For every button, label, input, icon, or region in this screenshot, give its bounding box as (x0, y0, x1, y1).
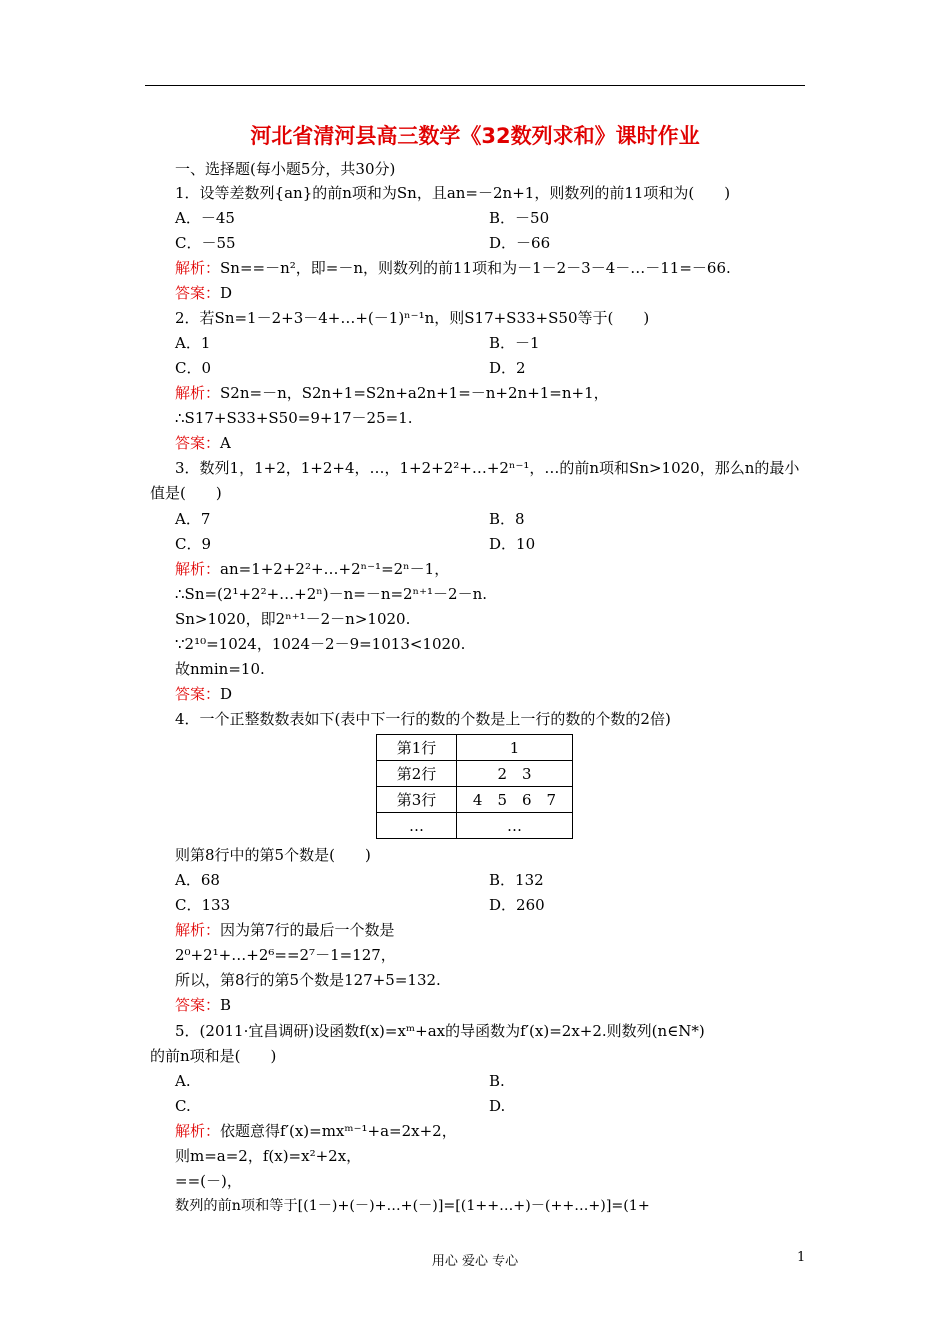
q5-stem: 5．(2011·宜昌调研)设函数f(x)=xᵐ+ax的导函数为f′(x)=2x+2.则数列(n∈N*) (175, 1022, 705, 1040)
page-footer: 用心 爱心 专心 (431, 1254, 519, 1269)
table-cell: 1 (457, 735, 573, 761)
answer-label: 答案： (175, 284, 221, 302)
q5-stem-line2: 的前n项和是( ) (150, 1047, 277, 1065)
q5-solution-line4: 数列的前n项和等于[(1－)+(－)+…+(－)]=[(1++…+)－(++…+)]=(1+ (175, 1198, 650, 1214)
table-cell: 2 3 (457, 761, 573, 787)
q3-solution (175, 558, 449, 580)
q2-solution (175, 382, 609, 404)
q3-solution-line2: ∴Sn=(2¹+2²+…+2ⁿ)－n=－n=2ⁿ⁺¹－2－n. (175, 585, 487, 603)
q4-stem: 4．一个正整数数表如下(表中下一行的数的个数是上一行的数的个数的2倍) (175, 710, 671, 728)
q1-stem: 1．设等差数列{an}的前n项和为Sn，且an=－2n+1，则数列的前11项和为( ) (175, 184, 731, 202)
table-cell: … (457, 813, 573, 839)
q1-option-a: A．－45 (175, 209, 235, 227)
answer-value: D (220, 284, 233, 302)
q5-option-b: B. (489, 1072, 505, 1090)
q3-stem: 3．数列1，1+2，1+2+4，…，1+2+2²+…+2ⁿ⁻¹，…的前n项和Sn>1020，那么n的最小 (175, 459, 800, 477)
number-table (376, 734, 573, 839)
answer-value: D (220, 685, 233, 703)
q1-option-b: B．－50 (489, 209, 550, 227)
q3-solution-line5: 故nmin=10. (175, 660, 265, 678)
solution-label: 解析： (175, 384, 221, 402)
solution-text: an=1+2+2²+…+2ⁿ⁻¹=2ⁿ－1， (220, 560, 450, 578)
q5-option-a: A. (175, 1072, 191, 1090)
solution-label: 解析： (175, 921, 221, 939)
q3-solution-line3: Sn>1020，即2ⁿ⁺¹－2－n>1020. (175, 610, 411, 628)
table-cell: 第2行 (377, 761, 457, 787)
q2-answer (175, 432, 231, 454)
q3-option-a: A．7 (175, 510, 211, 528)
answer-label: 答案： (175, 996, 221, 1014)
table-cell: … (377, 813, 457, 839)
answer-value: B (220, 996, 232, 1014)
table-row (377, 813, 573, 839)
q5-solution (175, 1120, 457, 1142)
q4-option-c: C．133 (175, 896, 231, 914)
q1-solution (175, 257, 731, 279)
q3-option-b: B．8 (489, 510, 525, 528)
solution-text: 因为第7行的最后一个数是 (220, 921, 395, 939)
solution-label: 解析： (175, 560, 221, 578)
table-cell: 第3行 (377, 787, 457, 813)
solution-text: 依题意得f′(x)=mxᵐ⁻¹+a=2x+2， (220, 1122, 457, 1140)
table-cell: 4 5 6 7 (457, 787, 573, 813)
q4-solution-line3: 所以，第8行的第5个数是127+5=132. (175, 971, 441, 989)
answer-label: 答案： (175, 685, 221, 703)
q3-option-d: D．10 (489, 535, 536, 553)
solution-label: 解析： (175, 1122, 221, 1140)
q1-answer (175, 282, 232, 304)
page-number: 1 (797, 1250, 806, 1265)
solution-label: 解析： (175, 259, 221, 277)
table-row (377, 787, 573, 813)
q1-option-d: D．－66 (489, 234, 551, 252)
q3-option-c: C．9 (175, 535, 212, 553)
q5-solution-line2: 则m=a=2，f(x)=x²+2x， (175, 1147, 362, 1165)
table-row (377, 735, 573, 761)
q2-option-a: A．1 (175, 334, 211, 352)
q2-solution-line2: ∴S17+S33+S50=9+17－25=1. (175, 409, 413, 427)
q2-option-d: D．2 (489, 359, 526, 377)
q4-answer (175, 994, 231, 1016)
q4-option-d: D．260 (489, 896, 545, 914)
answer-label: 答案： (175, 434, 221, 452)
q2-option-c: C．0 (175, 359, 212, 377)
section-heading: 一、选择题(每小题5分，共30分) (175, 160, 396, 178)
q5-option-c: C. (175, 1097, 191, 1115)
q5-option-d: D. (489, 1097, 506, 1115)
page-title: 河北省清河县高三数学《32数列求和》课时作业 (250, 124, 700, 148)
q4-option-a: A．68 (175, 871, 220, 889)
q4-solution (175, 919, 395, 941)
q5-solution-line3: ==(－)， (175, 1172, 242, 1190)
table-row (377, 761, 573, 787)
q1-option-c: C．－55 (175, 234, 236, 252)
q3-solution-line4: ∵2¹⁰=1024，1024－2－9=1013<1020. (175, 635, 466, 653)
q4-solution-line2: 2⁰+2¹+…+2⁶==2⁷－1=127， (175, 946, 396, 964)
q2-stem: 2．若Sn=1－2+3－4+…+(－1)ⁿ⁻¹n，则S17+S33+S50等于( ) (175, 309, 650, 327)
table-cell: 第1行 (377, 735, 457, 761)
answer-value: A (220, 434, 231, 452)
header-rule (145, 85, 805, 86)
solution-text: Sn==－n²，即=－n，则数列的前11项和为－1－2－3－4－…－11=－66. (220, 259, 731, 277)
q3-stem-line2: 值是( ) (150, 484, 222, 502)
q4-stem-line2: 则第8行中的第5个数是( ) (175, 846, 371, 864)
q4-option-b: B．132 (489, 871, 544, 889)
q3-answer (175, 683, 232, 705)
q2-option-b: B．－1 (489, 334, 540, 352)
solution-text: S2n=－n，S2n+1=S2n+a2n+1=－n+2n+1=n+1， (220, 384, 609, 402)
